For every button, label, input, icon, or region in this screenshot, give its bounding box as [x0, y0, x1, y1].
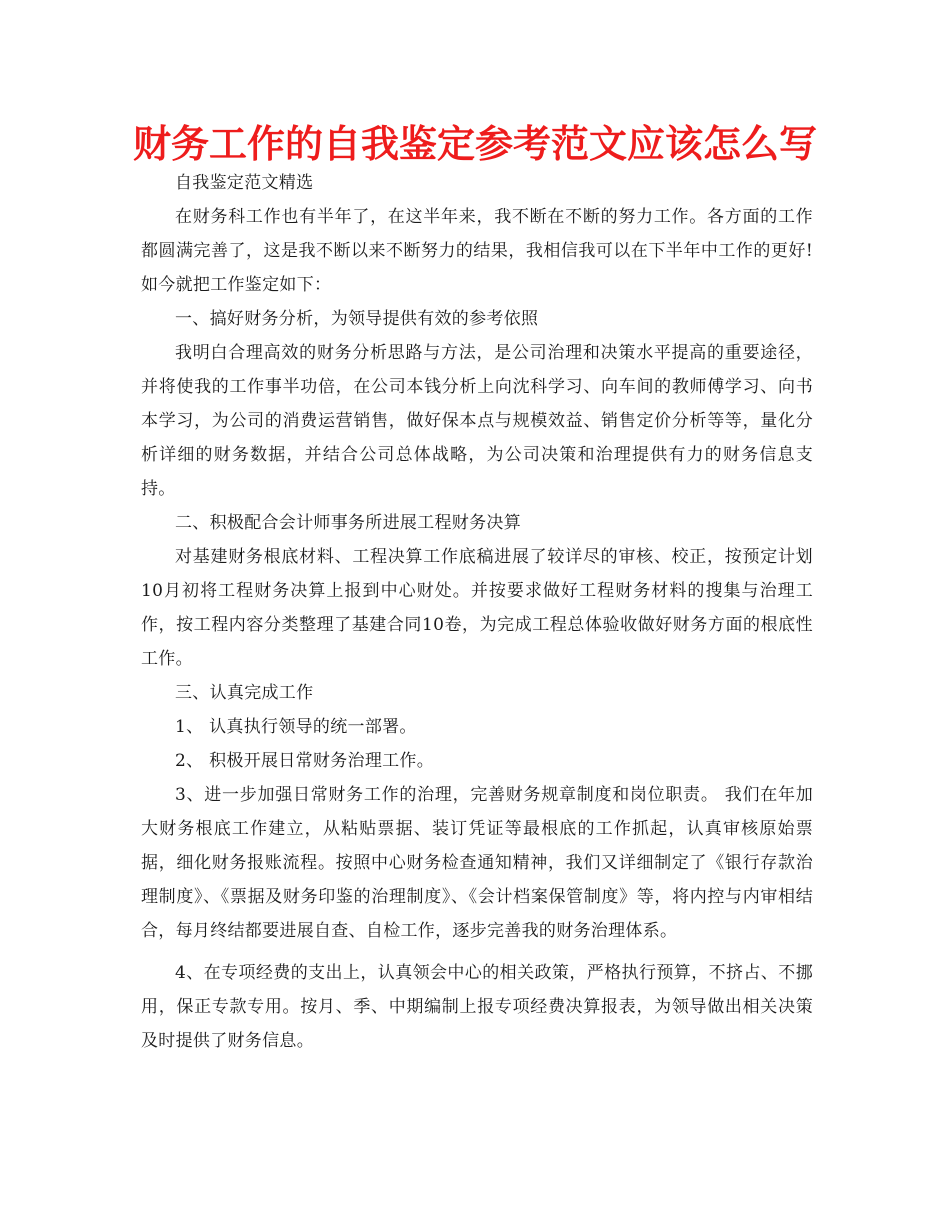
document-title: 财务工作的自我鉴定参考范文应该怎么写 [132, 122, 817, 166]
list-item-1: 1、 认真执行领导的统一部署。 [175, 717, 417, 737]
document-body [141, 166, 813, 1058]
paragraph-intro: 在财务科工作也有半年了，在这半年来，我不断在不断的努力工作。各方面的工作都圆满完善了，这是我不断以来不断努力的结果，我相信我可以在下半年中工作的更好!如今就把工作鉴定如下： [141, 207, 813, 295]
section-heading-3: 三、认真完成工作 [175, 683, 314, 703]
list-item-4: 4、在专项经费的支出上，认真领会中心的相关政策，严格执行预算，不挤占、不挪用，保正专款专用。按月、季、中期编制上报专项经费决算报表，为领导做出相关决策及时提供了财务信息。 [141, 963, 813, 1051]
paragraph-section-1: 我明白合理高效的财务分析思路与方法，是公司治理和决策水平提高的重要途径，并将使我的工作事半功倍，在公司本钱分析上向沈科学习、向车间的教师傅学习、向书本学习，为公司的消费运营销售，做好保本点与规模效益、销售定价分析等等，量化分析详细的财务数据，并结合公司总体战略，为公司决策和治理提供有力的财务信息支持。 [141, 343, 813, 499]
list-item-3: 3、进一步加强日常财务工作的治理，完善财务规章制度和岗位职责。 我们在年加大财务根底工作建立，从粘贴票据、装订凭证等最根底的工作抓起，认真审核原始票据，细化财务报账流程。按照中心财务检查通知精神，我们又详细制定了《银行存款治理制度》、《票据及财务印鉴的治理制度》、《会计档案保管制度》等，将内控与内审相结合，每月终结都要进展自查、自检工作，逐步完善我的财务治理体系。 [141, 785, 813, 941]
section-heading-1: 一、搞好财务分析，为领导提供有效的参考依照 [175, 309, 539, 329]
list-item-2: 2、 积极开展日常财务治理工作。 [175, 751, 435, 771]
section-heading-2: 二、积极配合会计师事务所进展工程财务决算 [175, 513, 521, 533]
paragraph-section-2: 对基建财务根底材料、工程决算工作底稿进展了较详尽的审核、校正，按预定计划10月初将工程财务决算上报到中心财处。并按要求做好工程财务材料的搜集与治理工作，按工程内容分类整理了基建合同10卷，为完成工程总体验收做好财务方面的根底性工作。 [141, 547, 813, 669]
paragraph-subtitle: 自我鉴定范文精选 [175, 173, 314, 193]
